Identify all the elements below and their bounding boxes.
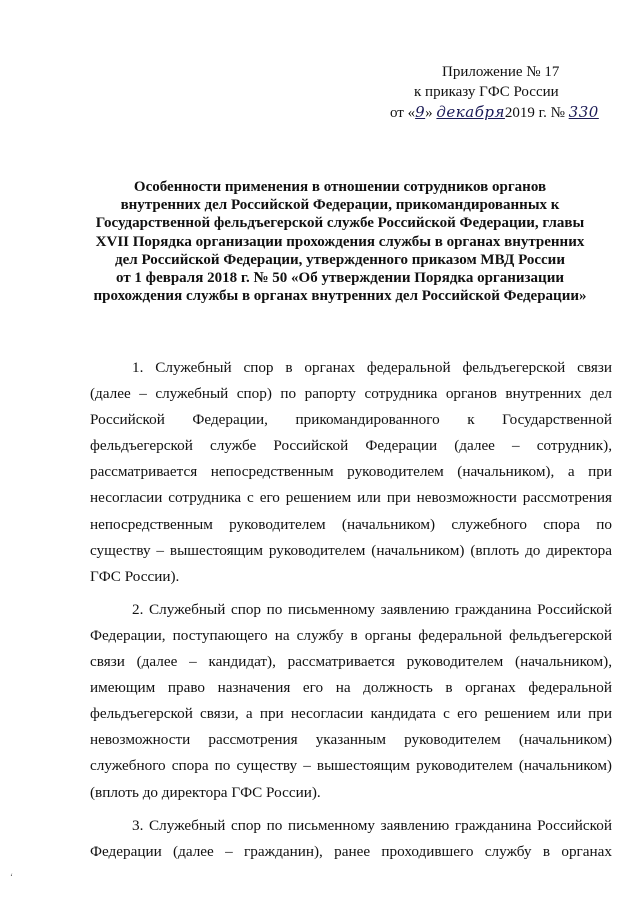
text-line: рассматривается непосредственным руководителем (начальником), а при: [90, 463, 612, 481]
text-line: Федерации (далее – гражданин), ранее проходившего службу в органах: [90, 842, 612, 860]
title-line: XVII Порядка организации прохождения службы в органах внутренних: [95, 233, 585, 250]
appendix-date-line: [380, 102, 630, 123]
document-body: [90, 355, 612, 872]
text-line: 3. Служебный спор по письменному заявлению гражданина Российской: [132, 816, 612, 834]
title-line: Государственной фельдъегерской службе Российской Федерации, главы: [95, 215, 585, 232]
text-line: ГФС России).: [90, 567, 180, 585]
text-line: непосредственным руководителем (начальником) служебного спора по: [90, 515, 612, 533]
appendix-order-ref: к приказу ГФС России: [414, 84, 559, 100]
text-line: имеющим право назначения его на должность в органах федеральной: [90, 679, 612, 697]
document-title: [70, 178, 610, 305]
title-line: прохождения службы в органах внутренних дел Российской Федерации»: [93, 288, 587, 305]
text-line: несогласии сотрудника с его решением или при невозможности рассмотрения: [90, 489, 612, 507]
date-quote-close: »: [425, 105, 433, 121]
paragraph-3: [90, 813, 612, 865]
scan-mark: ʻ: [10, 872, 13, 882]
title-line: внутренних дел Российской Федерации, прикомандированных к: [120, 197, 560, 214]
text-line: служебного спора по существу – вышестоящим руководителем (начальником): [90, 757, 612, 775]
date-prefix: от «: [390, 105, 416, 121]
handwritten-month: декабря: [436, 103, 505, 121]
text-line: существу – вышестоящим руководителем (начальником) (вплоть до директора: [90, 541, 612, 559]
title-line: от 1 февраля 2018 г. № 50 «Об утверждении Порядка организации: [116, 270, 564, 287]
text-line: (вплоть до директора ГФС России).: [90, 783, 321, 801]
text-line: (далее – служебный спор) по рапорту сотрудника органов внутренних дел: [90, 385, 612, 403]
text-line: фельдъегерской связи, а при несогласии кандидата с его решением или при: [90, 705, 612, 723]
date-year: 2019 г. №: [504, 105, 565, 121]
title-line: дел Российской Федерации, утвержденного приказом МВД России: [115, 251, 565, 268]
appendix-header: [380, 62, 630, 123]
handwritten-number: 330: [568, 103, 599, 121]
text-line: связи (далее – кандидат), рассматривается руководителем (начальником),: [90, 653, 612, 671]
handwritten-day: 9: [415, 103, 426, 121]
text-line: 2. Служебный спор по письменному заявлению гражданина Российской: [132, 600, 612, 618]
paragraph-1: [90, 355, 612, 590]
appendix-number: Приложение № 17: [442, 64, 560, 80]
text-line: Федерации, поступающего на службу в органы федеральной фельдъегерской: [90, 626, 612, 644]
text-line: невозможности рассмотрения указанным руководителем (начальником): [90, 731, 612, 749]
paragraph-2: [90, 597, 612, 806]
text-line: Российской Федерации, прикомандированного к Государственной: [90, 411, 612, 429]
text-line: 1. Служебный спор в органах федеральной фельдъегерской связи: [132, 359, 612, 376]
text-line: фельдъегерской службе Российской Федерации (далее – сотрудник),: [90, 437, 612, 455]
title-line: Особенности применения в отношении сотрудников органов: [133, 179, 547, 195]
